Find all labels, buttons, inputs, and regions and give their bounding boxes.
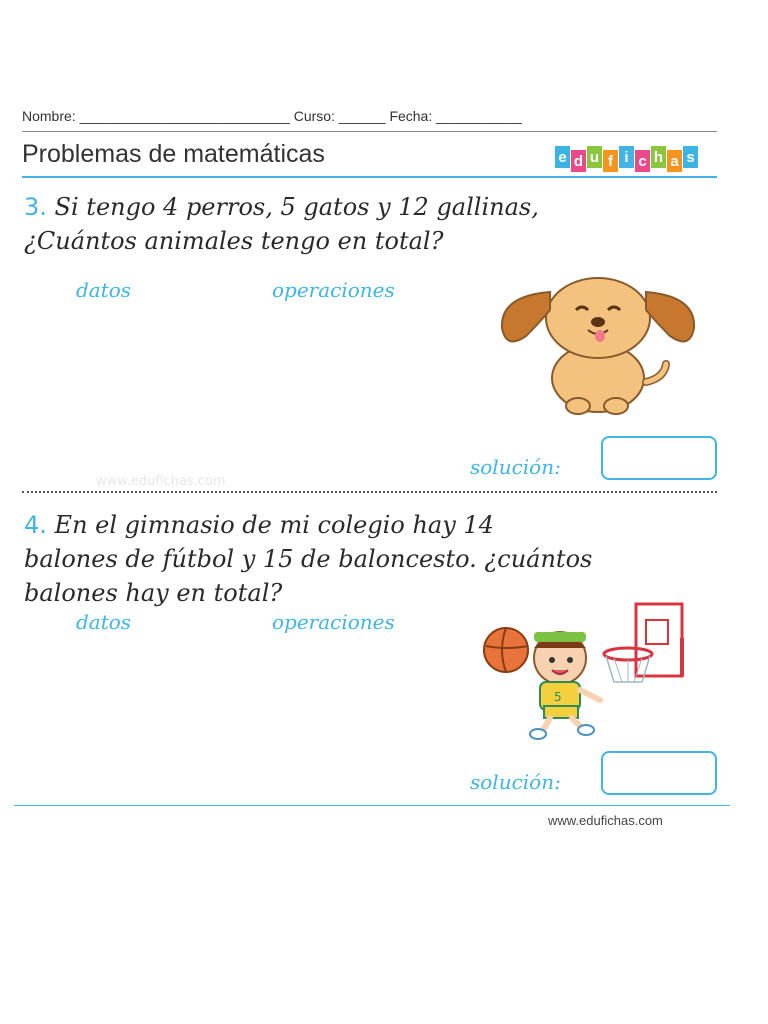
answer-box[interactable] (601, 436, 717, 480)
logo-letter: f (603, 150, 618, 172)
watermark: www.edufichas.com (96, 474, 226, 489)
problem-line: balones hay en total? (24, 579, 283, 607)
logo-letter: e (555, 146, 570, 168)
problem-3-statement (24, 190, 724, 258)
logo-letter: d (571, 150, 586, 172)
edufichas-logo (555, 146, 717, 174)
curso-field[interactable]: Curso: ______ (293, 108, 386, 124)
page-title: Problemas de matemáticas (22, 140, 325, 168)
problem-line: balones de fútbol y 15 de baloncesto. ¿cuántos (24, 545, 593, 573)
nombre-field[interactable]: Nombre: ___________________________ (22, 108, 290, 124)
datos-label: datos (76, 610, 132, 634)
basketball-player-icon (478, 598, 690, 742)
solucion-label: solución: (470, 455, 561, 479)
puppy-icon (498, 262, 698, 418)
problem-number: 3. (24, 193, 47, 221)
answer-box[interactable] (601, 751, 717, 795)
logo-letter: h (651, 146, 666, 168)
operaciones-label: operaciones (272, 610, 395, 634)
problem-number: 4. (24, 511, 47, 539)
datos-label: datos (76, 278, 132, 302)
problem-4-statement (24, 508, 734, 610)
section-divider (22, 491, 717, 493)
logo-letter: c (635, 150, 650, 172)
title-underline (22, 176, 717, 178)
footer-website: www.edufichas.com (548, 813, 663, 828)
problem-line: En el gimnasio de mi colegio hay 14 (54, 511, 494, 539)
logo-letter: u (587, 146, 602, 168)
footer-divider (14, 805, 730, 806)
student-info-line (22, 108, 717, 124)
operaciones-label: operaciones (272, 278, 395, 302)
problem-line: ¿Cuántos animales tengo en total? (24, 227, 444, 255)
logo-letter: s (683, 146, 698, 168)
fecha-field[interactable]: Fecha: ___________ (389, 108, 522, 124)
logo-letter: i (619, 146, 634, 168)
svg-text:5: 5 (554, 690, 562, 704)
header-divider (22, 131, 717, 132)
logo-letter: a (667, 150, 682, 172)
solucion-label: solución: (470, 770, 561, 794)
problem-line: Si tengo 4 perros, 5 gatos y 12 gallinas, (54, 193, 539, 221)
